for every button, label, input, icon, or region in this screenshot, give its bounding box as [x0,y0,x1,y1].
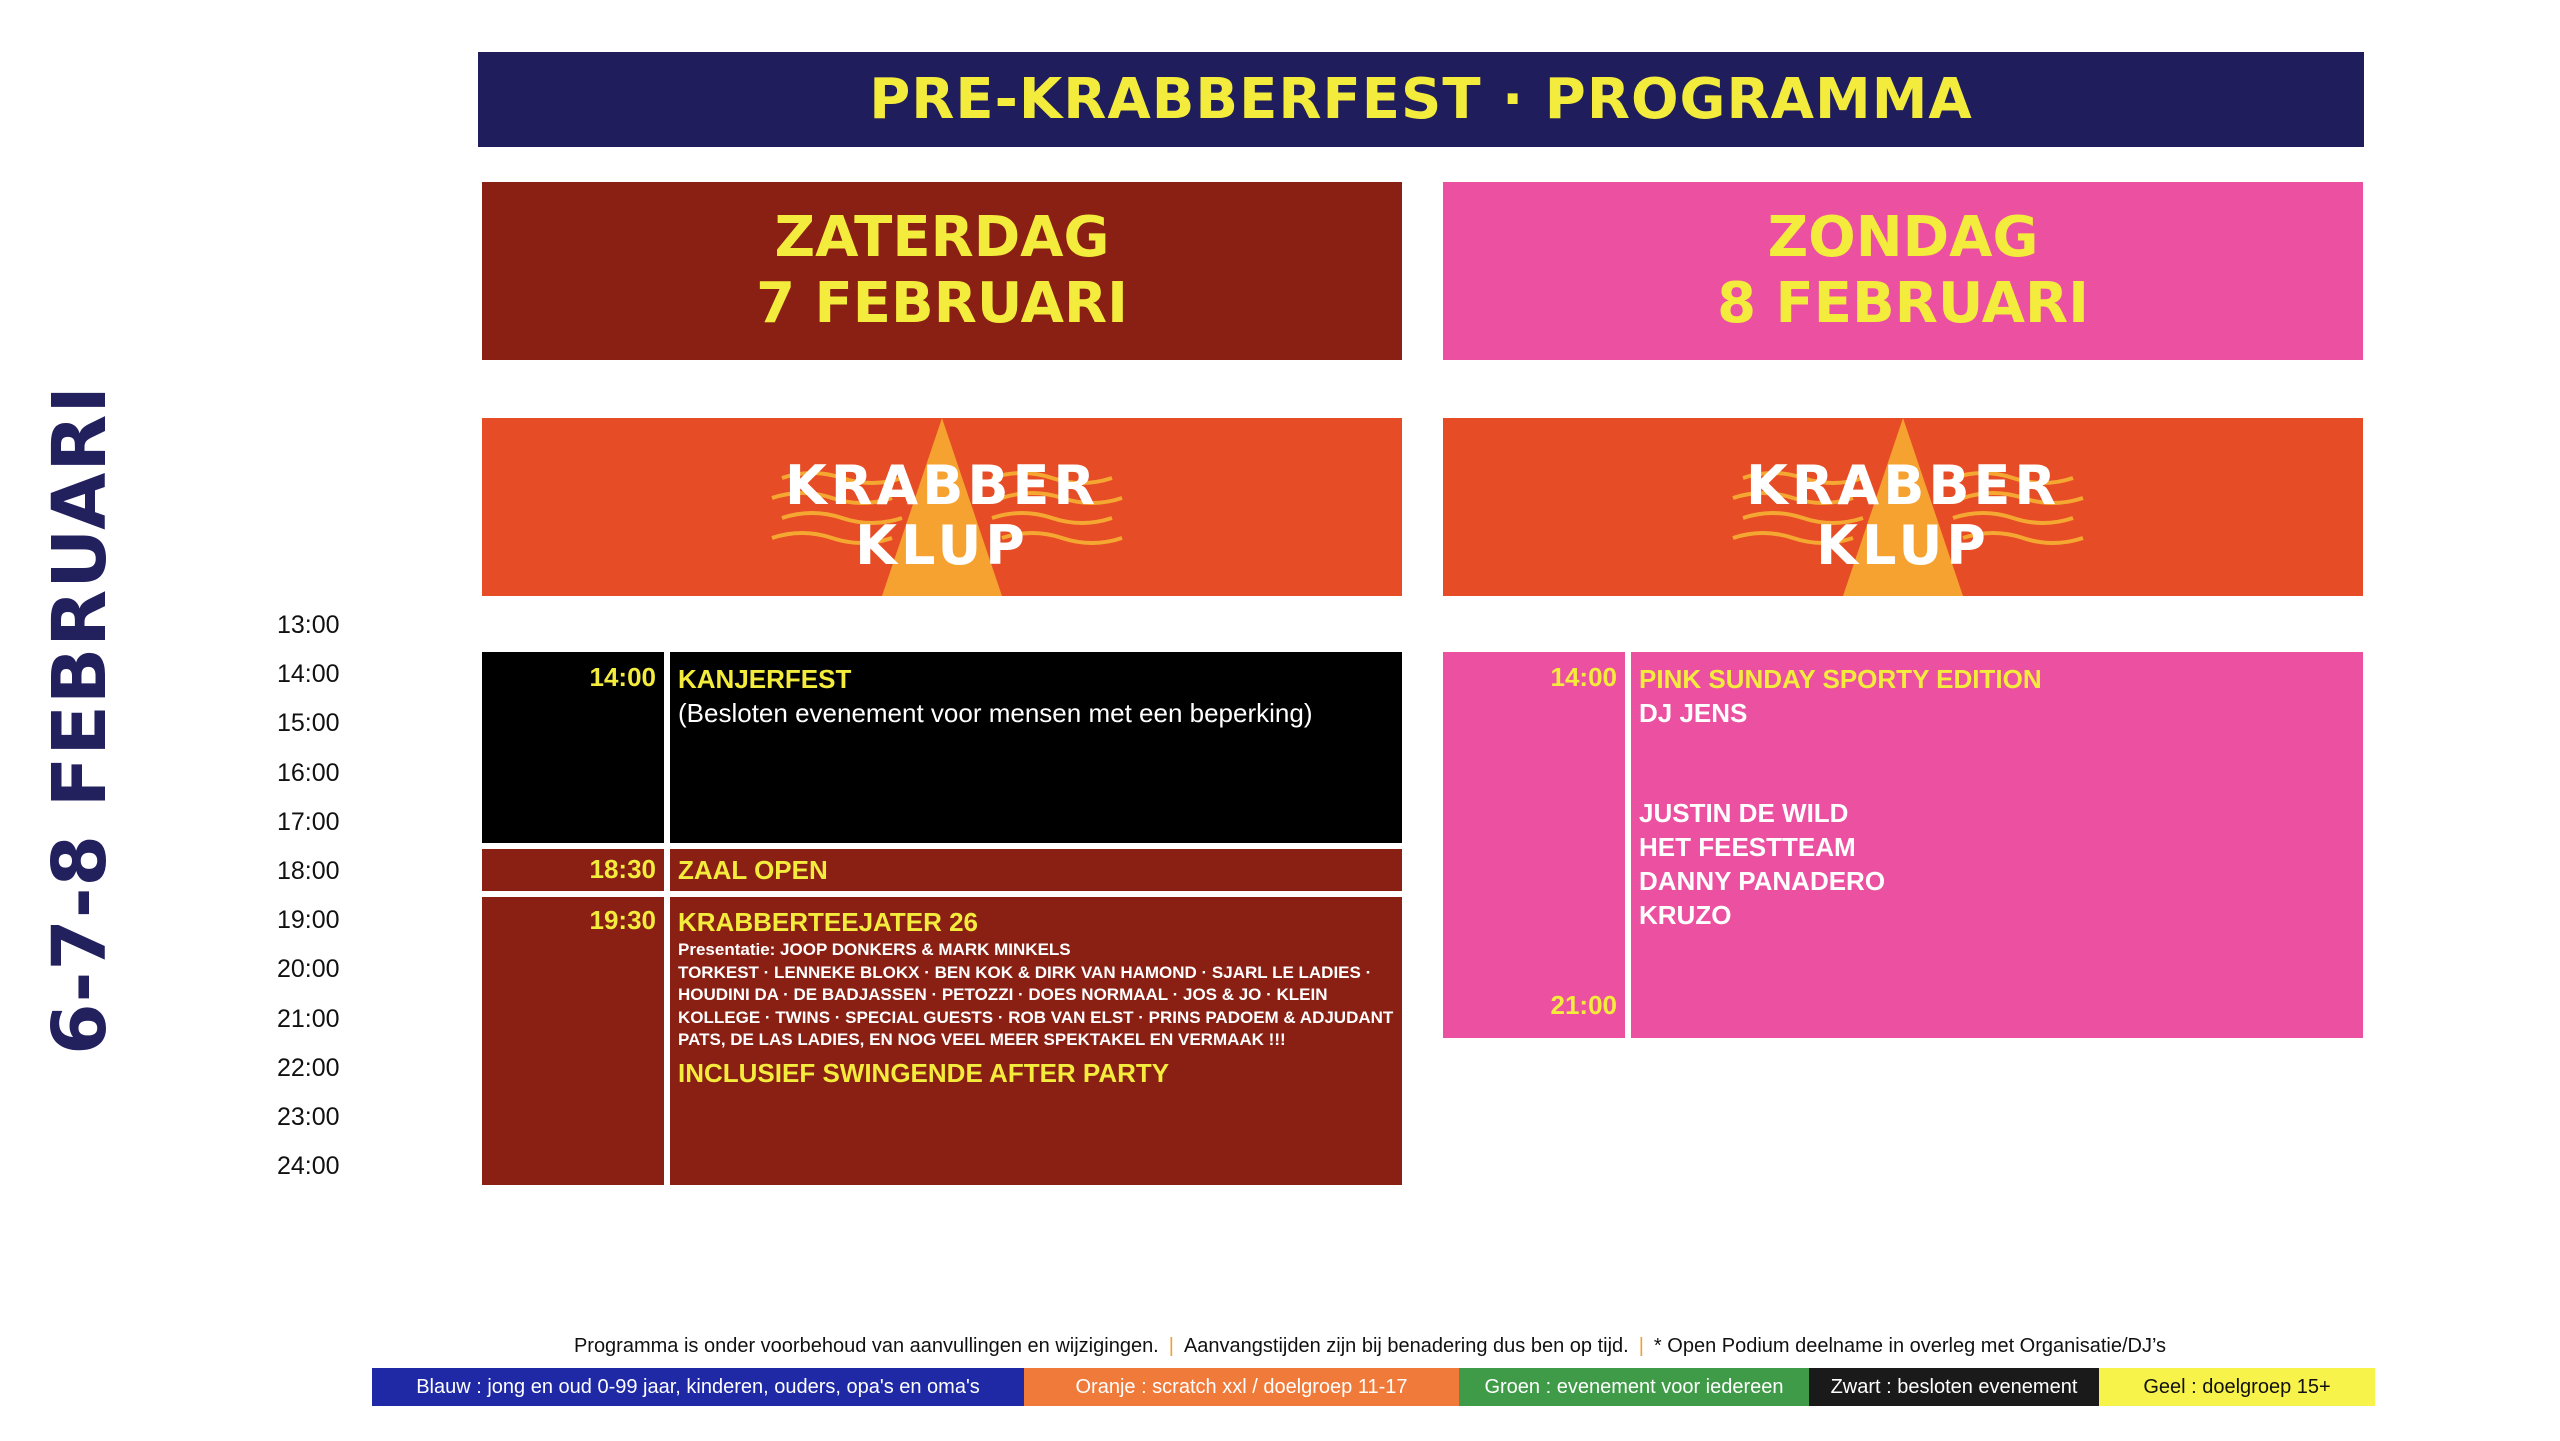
footer-note: * Open Podium deelname in overleg met Organisatie/DJ’s [1653,1335,2167,1357]
footer-separator: | [1168,1335,1174,1357]
time-label: 20:00 [277,955,340,984]
time-label: 14:00 [277,660,340,689]
side-date-title: 6-7-8 FEBRUARI [37,385,123,1055]
day-name: ZATERDAG [774,205,1110,270]
legend-item-orange: Oranje : scratch xxl / doelgroep 11-17 [1024,1368,1459,1406]
logo-text-krabber: KRABBER [1745,454,2060,517]
time-label: 16:00 [277,758,340,787]
legend-item-green: Groen : evenement voor iedereen [1459,1368,1809,1406]
event-details [670,897,1402,1185]
event-presenters: Presentatie: JOOP DONKERS & MARK MINKELS [678,940,1071,959]
time-label: 19:00 [277,906,340,935]
event-time-start: 14:00 [1550,662,1617,692]
krabber-klup-logo [482,418,1402,596]
day-date: 8 FEBRUARI [1717,271,2089,336]
legend-item-yellow: Geel : doelgroep 15+ [2099,1368,2375,1406]
logo-text-krabber: KRABBER [784,454,1099,517]
footer-disclaimer [370,1335,2370,1358]
footer-separator: | [1638,1335,1644,1357]
logo-text-klup: KLUP [1816,514,1990,577]
time-label: 17:00 [277,807,340,836]
footer-note: Aanvangstijden zijn bij benadering dus ben op tijd. [1183,1335,1629,1357]
event-title: ZAAL OPEN [678,855,828,885]
event-dj: DJ JENS [1639,698,1748,728]
event-lineup: TORKEST · LENNEKE BLOKX · BEN KOK & DIRK VAN HAMOND · SJARL LE LADIES · HOUDINI DA · DE BADJASSEN · PETOZZI · DOES NORMAAL · JOS & JO · KLEIN KOLLEGE · TWINS · SPECIAL GUESTS · ROB VAN ELST · PRINS PADOEM & ADJUDANT PATS, DE LAS LADIES, EN NOG VEEL MEER SPEKTAKEL EN VERMAAK !!! [678,962,1394,1049]
event-time: 19:30 [482,897,664,1185]
logo-text-klup: KLUP [855,514,1029,577]
event-details [670,849,1402,891]
time-label: 22:00 [277,1053,340,1082]
day-header-sunday [1443,182,2363,360]
legend-item-black: Zwart : besloten evenement [1809,1368,2099,1406]
page-title: PRE-KRABBERFEST · PROGRAMMA [869,67,1973,132]
event-details [1631,652,2363,1038]
event-time: 14:00 [482,652,664,843]
event-title: KRABBERTEEJATER 26 [678,907,979,937]
event-act: JUSTIN DE WILD [1639,798,1849,828]
event-afterparty: INCLUSIEF SWINGENDE AFTER PARTY [678,1057,1170,1088]
legend-item-blue: Blauw : jong en oud 0-99 jaar, kinderen, ouders, opa's en oma's [372,1368,1024,1406]
day-header-saturday [482,182,1402,360]
event-time-end: 21:00 [1550,990,1617,1020]
time-label: 18:00 [277,856,340,885]
krabber-klup-logo [1443,418,2363,596]
time-label: 24:00 [277,1152,340,1181]
event-time-column [1443,652,1625,1038]
time-axis [277,608,377,1198]
event-act: KRUZO [1639,900,1732,930]
footer-note: Programma is onder voorbehoud van aanvullingen en wijzigingen. [573,1335,1159,1357]
event-details [670,652,1402,843]
event-title: KANJERFEST [678,664,852,694]
day-name: ZONDAG [1767,205,2039,270]
event-subtitle: (Besloten evenement voor mensen met een beperking) [678,698,1313,728]
day-date: 7 FEBRUARI [756,271,1128,336]
time-label: 23:00 [277,1102,340,1131]
event-act: DANNY PANADERO [1639,866,1886,896]
event-title: PINK SUNDAY SPORTY EDITION [1639,664,2042,694]
color-legend [372,1368,2375,1406]
event-time: 18:30 [482,849,664,891]
time-label: 21:00 [277,1004,340,1033]
time-label: 13:00 [277,611,340,639]
event-act: HET FEESTTEAM [1639,832,1856,862]
time-label: 15:00 [277,709,340,738]
program-header [478,52,2364,147]
